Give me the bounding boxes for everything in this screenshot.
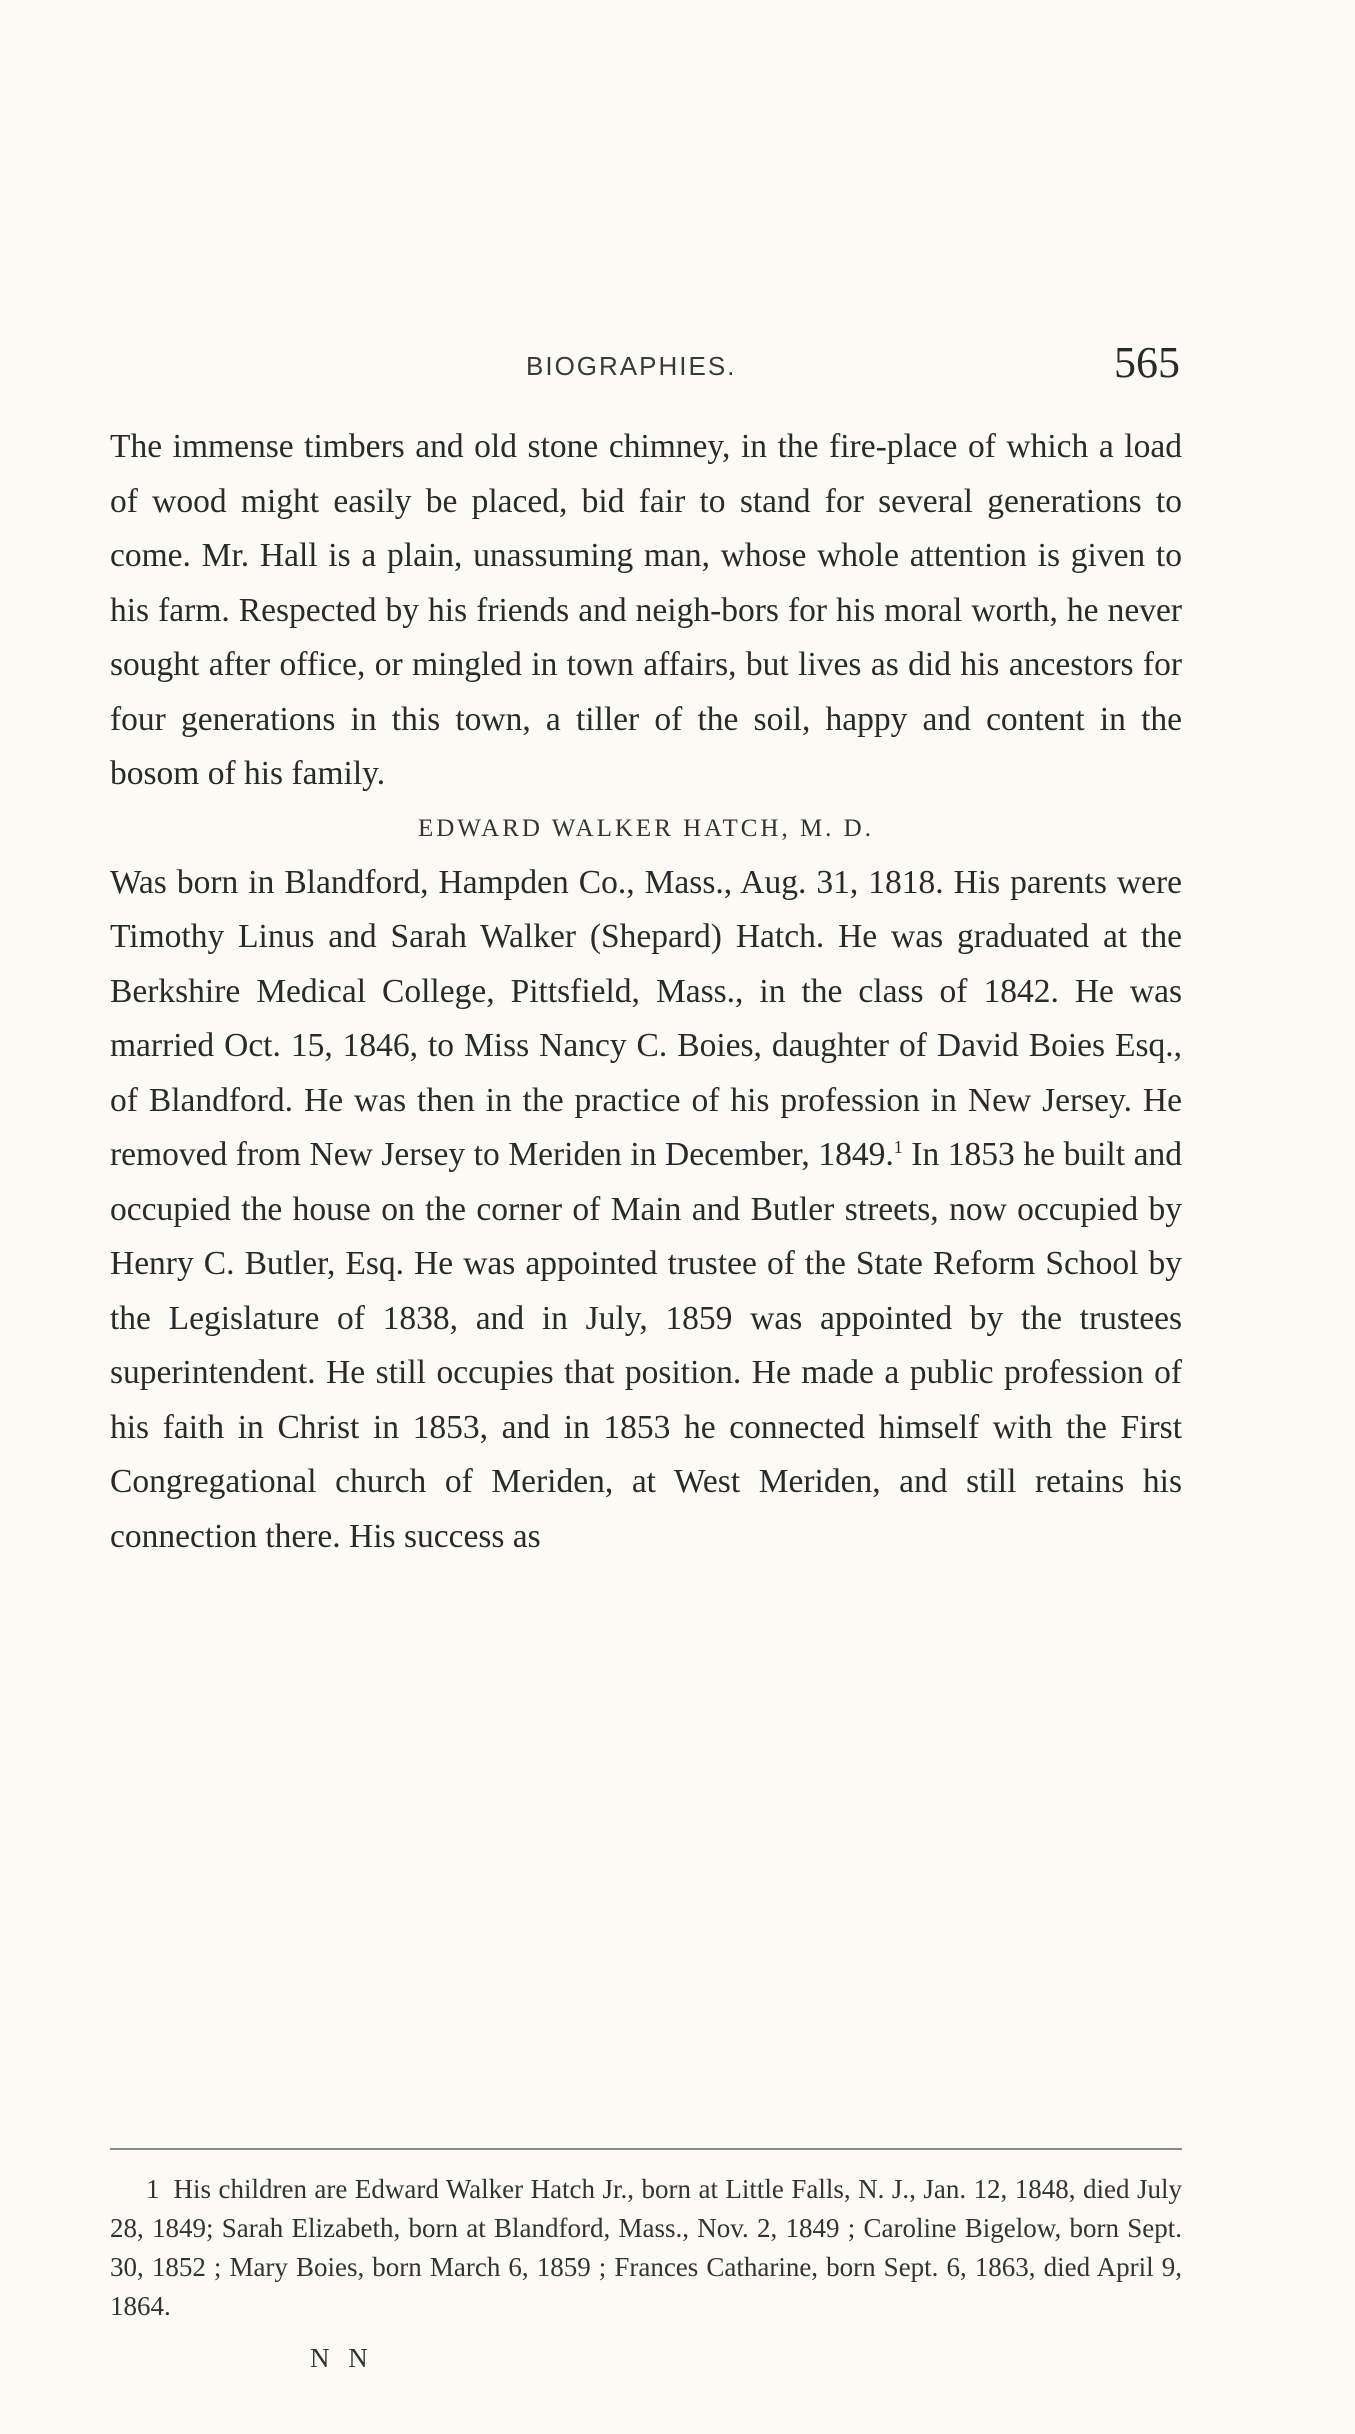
running-head: BIOGRAPHIES. [526, 351, 737, 381]
footnote-marker: 1 [146, 2174, 160, 2204]
signature-mark: N N [310, 2343, 374, 2373]
page-number: 565 [1114, 338, 1180, 387]
section-heading: EDWARD WALKER HATCH, M. D. [417, 814, 874, 842]
paragraph-hatch-biography [110, 856, 1182, 1565]
page-header [110, 338, 1180, 405]
footnote-reference[interactable]: 1 [893, 1136, 903, 1157]
biography-text-before-note: Was born in Blandford, Hampden Co., Mass., Aug. 31, 1818. His parents were Timothy Linus and Sarah Walker (Shepard) Hatch. He was graduated at the Berkshire Medical College, Pittsfield, Mass., in the class of 1842. He was married Oct. 15, 1846, to Miss Nancy C. Boies, daughter of David Boies Esq., of Blandford. He was then in the practice of his profession in New Jersey. He removed from New Jersey to Meriden in December, 1849. [110, 863, 1182, 1173]
footnote-text: His children are Edward Walker Hatch Jr., born at Little Falls, N. J., Jan. 12, 1848, died July 28, 1849; Sarah Elizabeth, born at Blandford, Mass., Nov. 2, 1849 ; Caroline Bigelow, born Sept. 30, 1852 ; Mary Boies, born March 6, 1859 ; Frances Catharine, born Sept. 6, 1863, died April 9, 1864. [110, 2174, 1182, 2321]
biography-text-after-note: In 1853 he built and occupied the house on the corner of Main and Butler streets, now occupied by Henry C. Butler, Esq. He was appointed trustee of the State Reform School by the Legislature of 1838, and in July, 1859 was appointed by the trustees superintendent. He still occupies that position. He made a public profession of his faith in Christ in 1853, and in 1853 he connected himself with the First Congregational church of Meriden, at West Meriden, and still retains his connection there. His success as [110, 1136, 1182, 1555]
main-text [110, 420, 1182, 1564]
footnote-divider [110, 2148, 1182, 2150]
paragraph-hall-conclusion: The immense timbers and old stone chimney, in the fire-place of which a load of wood might easily be placed, bid fair to stand for several generations to come. Mr. Hall is a plain, unassuming man, whose whole attention is given to his farm. Respected by his friends and neigh-bors for his moral worth, he never sought after office, or mingled in town affairs, but lives as did his ancestors for four generations in this town, a tiller of the soil, happy and content in the bosom of his family. [110, 428, 1182, 792]
footnote [110, 2170, 1182, 2326]
